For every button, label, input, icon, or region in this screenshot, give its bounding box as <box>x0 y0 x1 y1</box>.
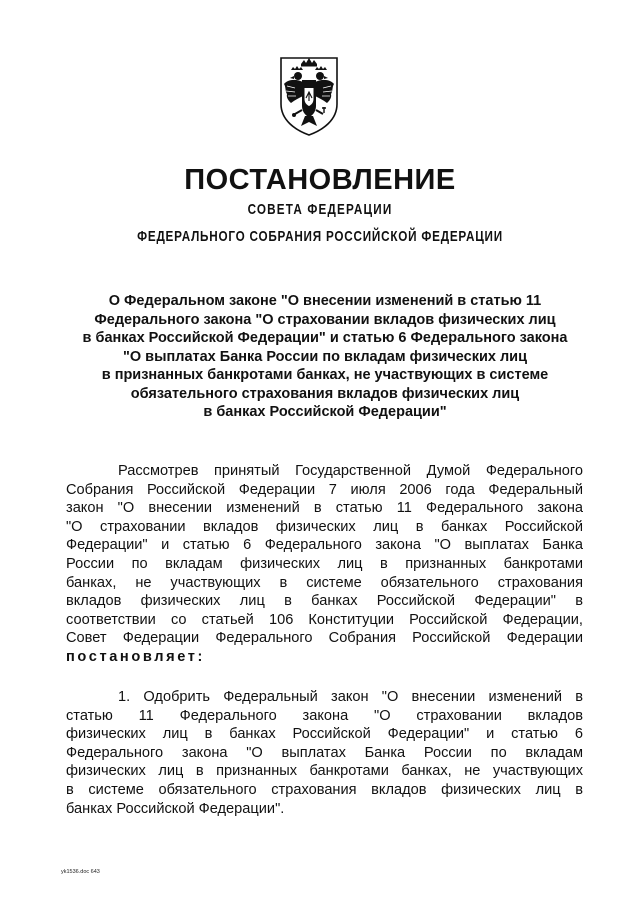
issuer-line-2: ФЕДЕРАЛЬНОГО СОБРАНИЯ РОССИЙСКОЙ ФЕДЕРАЦИИ <box>137 228 503 245</box>
issuer-line-1: СОВЕТА ФЕДЕРАЦИИ <box>247 201 393 218</box>
preamble-line: Совет Федерации Федерального Собрания Российской Федерации <box>66 630 583 647</box>
item-line: статью 11 Федерального закона "О страховании вкладов <box>66 707 583 724</box>
resolution-subject <box>60 292 590 422</box>
preamble-line: банках, не участвующих в системе обязательного страхования <box>66 574 583 591</box>
preamble-line: Собрания Российской Федерации 7 июля 2006 года Федеральный <box>66 481 583 498</box>
preamble-line: вкладов физических лиц в банках Российской Федерации" в <box>66 593 583 610</box>
preamble-line: Рассмотрев принятый Государственной Думой Федерального <box>118 463 583 479</box>
document-title: ПОСТАНОВЛЕНИЕ <box>184 164 456 196</box>
subject-line: О Федеральном законе "О внесении изменений в статью 11 <box>108 293 542 309</box>
item-line: Федерального закона "О выплатах Банка России по вкладам <box>66 744 583 761</box>
item-1-paragraph <box>66 688 583 818</box>
subject-line: "О выплатах Банка России по вкладам физических лиц <box>123 348 527 365</box>
preamble-paragraph <box>66 462 583 667</box>
item-line: банках Российской Федерации". <box>66 800 285 817</box>
item-line: физических лиц в банках Российской Федерации" и статью 6 <box>66 726 583 743</box>
item-line: 1. Одобрить Федеральный закон "О внесении изменений в <box>118 689 583 705</box>
preamble-line: России по вкладам физических лиц в признанных банкротами <box>66 555 583 572</box>
coat-of-arms-icon <box>277 54 341 138</box>
file-reference: yk1536.doc 643 <box>61 869 100 875</box>
subject-line: в признанных банкротами банках, не участвующих в системе <box>101 367 549 383</box>
item-line: в системе обязательного страхования вкладов физических лиц в <box>66 781 583 798</box>
preamble-line: соответствии со статьей 106 Конституции Российской Федерации, <box>66 611 583 628</box>
subject-line: в банках Российской Федерации" и статью 6 Федерального закона <box>82 330 568 346</box>
preamble-line: Федерации" и статью 6 Федерального закона "О выплатах Банка <box>66 537 583 554</box>
decree-word: постановляет: <box>66 648 205 665</box>
item-line: физических лиц в признанных банкротами банках, не участвующих <box>66 763 583 780</box>
subject-line: в банках Российской Федерации" <box>203 404 447 420</box>
preamble-line: "О страховании вкладов физических лиц в банках Российской <box>66 518 583 535</box>
subject-line: обязательного страхования вкладов физических лиц <box>130 385 520 402</box>
subject-line: Федерального закона "О страховании вкладов физических лиц <box>94 311 556 328</box>
preamble-line: закон "О внесении изменений в статью 11 Федерального закона <box>66 500 583 517</box>
